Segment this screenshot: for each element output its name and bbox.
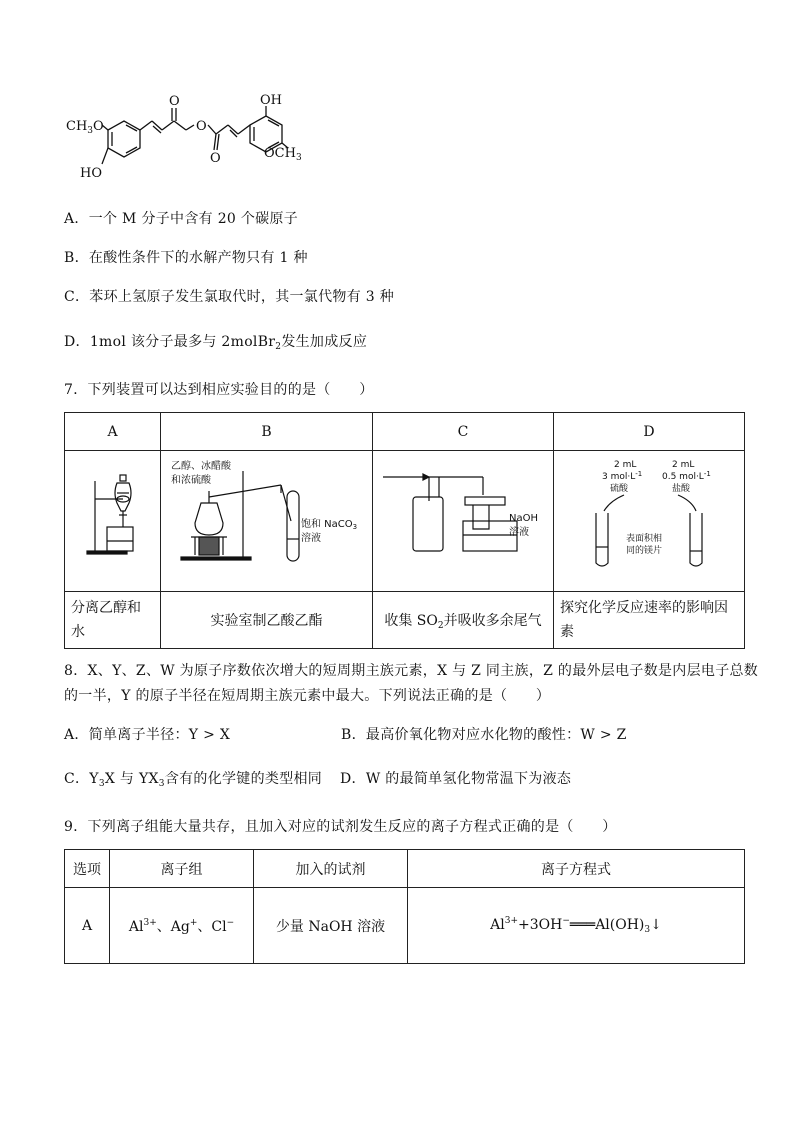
separatory-funnel-apparatus xyxy=(65,451,159,587)
purpose-a: 分离乙醇和水 xyxy=(65,592,161,649)
d-mid-label-2: 同的镁片 xyxy=(626,546,663,556)
q9-stem: 9．下列离子组能大量共存，且加入对应的试剂发生反应的离子方程式正确的是（ ） xyxy=(64,819,617,835)
q6-option-a: A．一个 M 分子中含有 20 个碳原子 xyxy=(64,211,299,227)
reaction-rate-apparatus xyxy=(554,451,744,587)
q9-header-equation: 离子方程式 xyxy=(408,850,745,888)
apparatus-a-cell xyxy=(65,451,161,592)
q8-option-d: D．W 的最简单氢化物常温下为液态 xyxy=(340,771,572,787)
q6-option-d: D．1mol 该分子最多与 2molBr$_2$发生加成反应 xyxy=(64,334,368,352)
b-reagent-label-2: 和浓硫酸 xyxy=(171,475,211,486)
oh-left-label: HO xyxy=(80,166,102,181)
q8-stem-line1: 8．X、Y、Z、W 为原子序数依次增大的短周期主族元素，X 与 Z 同主族，Z 的最外层电子数是内层电子总数 xyxy=(64,663,759,679)
q7-header-c: C xyxy=(373,413,554,451)
d-right-vol: 2 mL xyxy=(672,460,695,470)
q7-header-a: A xyxy=(65,413,161,451)
b-solution-label-2: 溶液 xyxy=(301,533,321,544)
apparatus-c-cell xyxy=(373,451,554,592)
q9-header-reagent: 加入的试剂 xyxy=(254,850,408,888)
q9-row-equation: $Al^{3+}+3OH^-═══Al(OH)_3↓$ xyxy=(408,888,745,964)
c-naoh-label: NaOH xyxy=(509,513,538,524)
oh-right-label: OH xyxy=(260,93,282,108)
carbonyl-o-label: O xyxy=(169,94,180,109)
ester-o-label: O xyxy=(196,119,207,134)
och3-left-label: $CH_3O$ xyxy=(66,119,104,136)
c-solution-label: 溶液 xyxy=(509,527,529,538)
q9-header-option: 选项 xyxy=(65,850,110,888)
d-left-conc: 3 $mol\cdot L^{-1}$ xyxy=(602,470,643,482)
d-right-acid: 盐酸 xyxy=(672,484,691,494)
q7-header-b: B xyxy=(161,413,373,451)
q8-option-c: C．$Y_3X$ 与 $YX_3$含有的化学键的类型相同 xyxy=(64,771,323,789)
q9-row-ions: $Al^{3+}$、Ag+、Cl− xyxy=(110,888,254,964)
purpose-c: 收集 $SO_2$并吸收多余尾气 xyxy=(373,592,554,649)
b-reagent-label-1: 乙醇、冰醋酸 xyxy=(171,461,231,472)
d-left-vol: 2 mL xyxy=(614,460,637,470)
q6-option-b: B．在酸性条件下的水解产物只有 1 种 xyxy=(64,250,308,266)
b-solution-label-1: 饱和 NaCO$_3$ xyxy=(301,519,358,531)
ester-prep-apparatus xyxy=(161,451,371,587)
q8-option-b: B．最高价氧化物对应水化物的酸性：W > Z xyxy=(341,727,627,743)
d-left-acid: 硫酸 xyxy=(610,484,629,494)
q9-row-option: A xyxy=(65,888,110,964)
och3-right-label: $OCH_3$ xyxy=(264,146,302,163)
q8-stem-line2: 的一半，Y 的原子半径在短周期主族元素中最大。下列说法正确的是（ ） xyxy=(64,688,551,704)
molecule-structure xyxy=(62,92,312,184)
q7-table xyxy=(64,412,745,649)
q6-option-c: C．苯环上氢原子发生氯取代时，其一氯代物有 3 种 xyxy=(64,289,395,305)
q8-option-a: A．简单离子半径：Y > X xyxy=(64,727,231,743)
apparatus-d-cell xyxy=(554,451,745,592)
q9-row-reagent: 少量 NaOH 溶液 xyxy=(254,888,408,964)
ester-carbonyl-o-label: O xyxy=(210,151,221,166)
q9-header-ions: 离子组 xyxy=(110,850,254,888)
q7-header-d: D xyxy=(554,413,745,451)
apparatus-b-cell xyxy=(161,451,373,592)
d-mid-label-1: 表面积相 xyxy=(626,534,663,544)
purpose-d: 探究化学反应速率的影响因素 xyxy=(554,592,745,649)
purpose-b: 实验室制乙酸乙酯 xyxy=(161,592,373,649)
q9-table xyxy=(64,849,745,964)
q7-stem: 7．下列装置可以达到相应实验目的的是（ ） xyxy=(64,382,374,398)
d-right-conc: 0.5 $mol\cdot L^{-1}$ xyxy=(662,470,711,482)
gas-collection-apparatus xyxy=(373,451,553,587)
